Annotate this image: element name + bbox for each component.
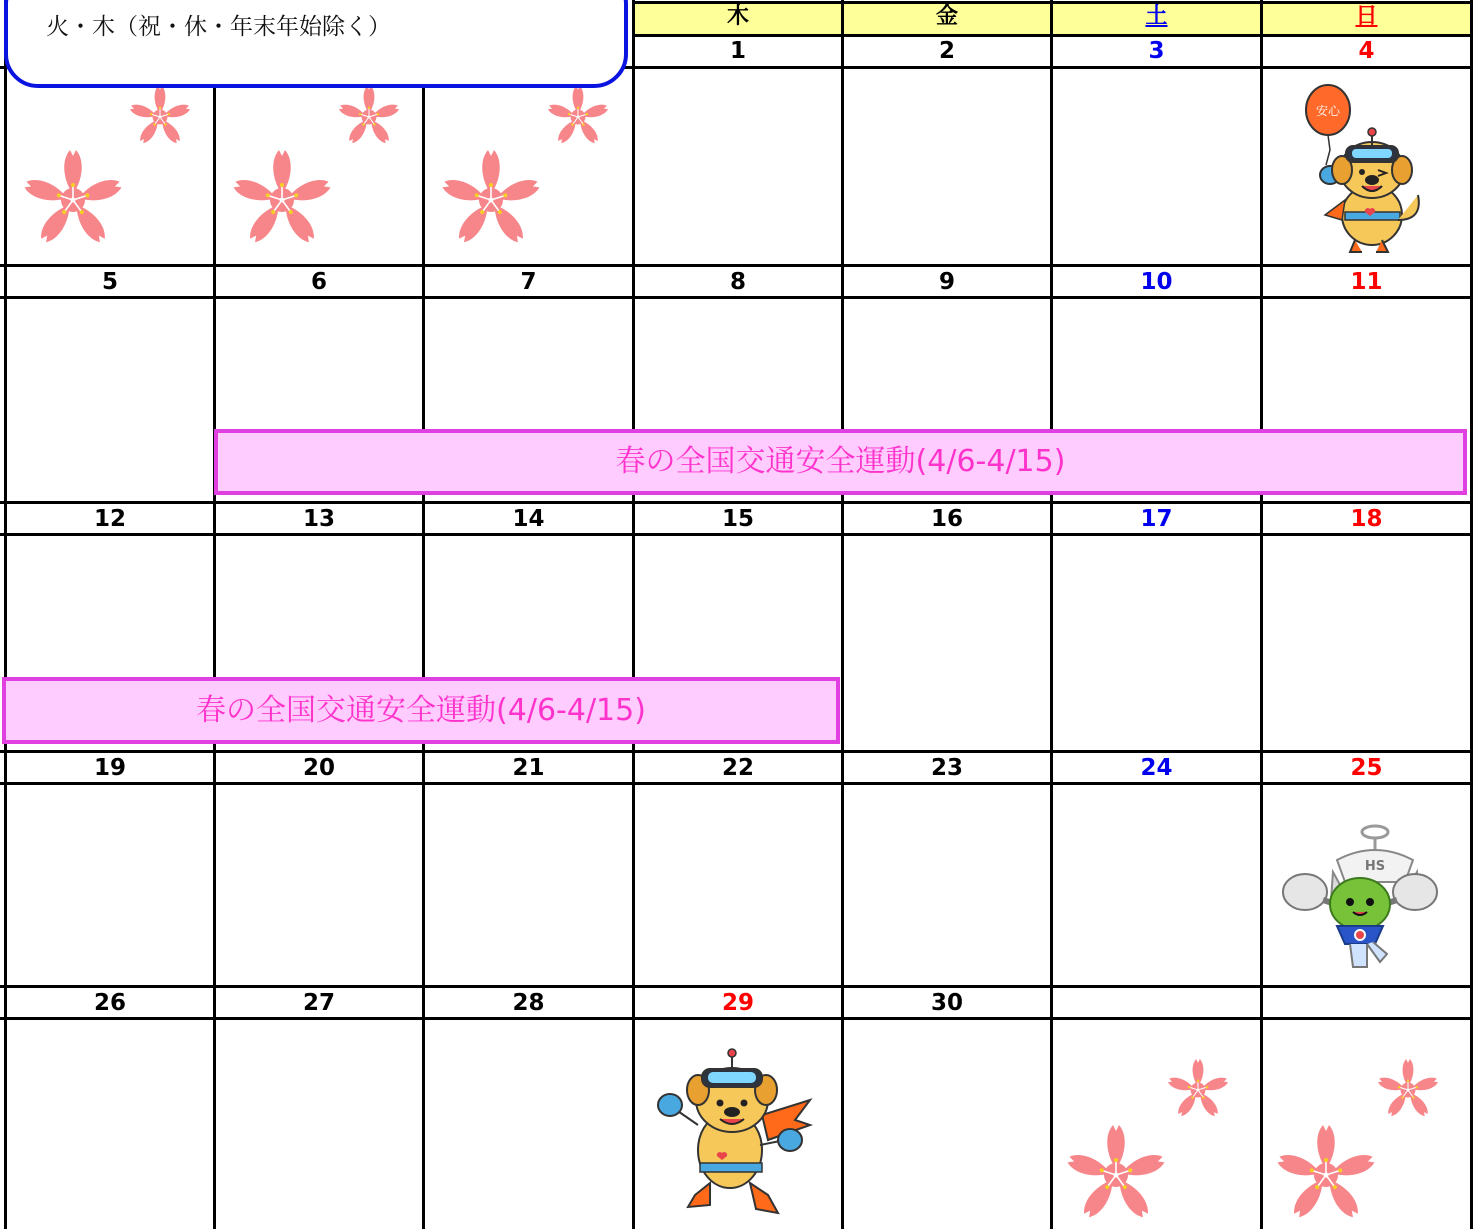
- sakura-flower-icon: [1266, 1040, 1466, 1229]
- day-number: 8: [729, 269, 746, 295]
- grid-line: [4, 0, 7, 1229]
- grid-line: [632, 0, 635, 1229]
- grid-line: [0, 501, 1473, 504]
- day-number: 9: [938, 269, 955, 295]
- day-number: 23: [930, 755, 963, 781]
- day-number: 30: [930, 990, 963, 1016]
- grid-line: [0, 533, 1473, 536]
- day-number: 20: [302, 755, 335, 781]
- notice-text: 火・木（祝・休・年末年始除く）: [46, 14, 391, 40]
- notice-box: [4, 0, 628, 88]
- day-number: 2: [938, 38, 955, 64]
- day-number: 24: [1140, 755, 1173, 781]
- day-number: 3: [1148, 38, 1165, 64]
- day-number: 22: [721, 755, 754, 781]
- day-number: 28: [512, 990, 545, 1016]
- grid-line: [1050, 0, 1053, 1229]
- grid-line: [0, 750, 1473, 753]
- event-banner: 春の全国交通安全運動(4/6-4/15): [214, 429, 1467, 495]
- day-number: 6: [310, 269, 327, 295]
- grid-line: [0, 985, 1473, 988]
- day-number: 26: [93, 990, 126, 1016]
- day-number: 27: [302, 990, 335, 1016]
- dog-mascot-running-icon: [650, 1045, 820, 1220]
- dog-mascot-balloon-icon: [1290, 80, 1440, 260]
- weekday-label-fri: 金: [935, 4, 958, 29]
- day-number: 25: [1350, 755, 1383, 781]
- day-number: 7: [520, 269, 537, 295]
- day-number: 11: [1350, 269, 1383, 295]
- event-banner: 春の全国交通安全運動(4/6-4/15): [2, 677, 840, 744]
- day-number: 5: [101, 269, 118, 295]
- grid-line: [1260, 0, 1263, 1229]
- day-number: 13: [302, 506, 335, 532]
- balloon-text: 安心: [1315, 104, 1341, 118]
- weekday-label-sun: 日: [1355, 4, 1378, 29]
- sakura-flower-icon: [219, 75, 419, 260]
- grid-line: [0, 782, 1473, 785]
- day-number: 4: [1358, 38, 1375, 64]
- grid-line: [1470, 0, 1473, 1229]
- sakura-flower-icon: [428, 75, 628, 260]
- day-number: 10: [1140, 269, 1173, 295]
- grid-line: [213, 0, 216, 1229]
- grid-line: [0, 264, 1473, 267]
- weekday-label-sat: 土: [1145, 4, 1168, 29]
- weekday-label-thu: 木: [726, 4, 749, 29]
- sakura-flower-icon: [1056, 1040, 1256, 1229]
- day-number: 18: [1350, 506, 1383, 532]
- day-number: 1: [729, 38, 746, 64]
- grid-line: [422, 0, 425, 1229]
- grid-line: [841, 0, 844, 1229]
- day-number: 17: [1140, 506, 1173, 532]
- day-number-holiday: 29: [721, 990, 754, 1016]
- day-number: 19: [93, 755, 126, 781]
- grid-line: [0, 296, 1473, 299]
- day-number: 21: [512, 755, 545, 781]
- green-robot-mascot-icon: [1275, 822, 1440, 977]
- day-number: 15: [721, 506, 754, 532]
- grid-line: [0, 1017, 1473, 1020]
- day-number: 16: [930, 506, 963, 532]
- day-number: 14: [512, 506, 545, 532]
- mascot-badge-text: HS: [1364, 859, 1386, 874]
- day-number: 12: [93, 506, 126, 532]
- sakura-flower-icon: [10, 75, 210, 260]
